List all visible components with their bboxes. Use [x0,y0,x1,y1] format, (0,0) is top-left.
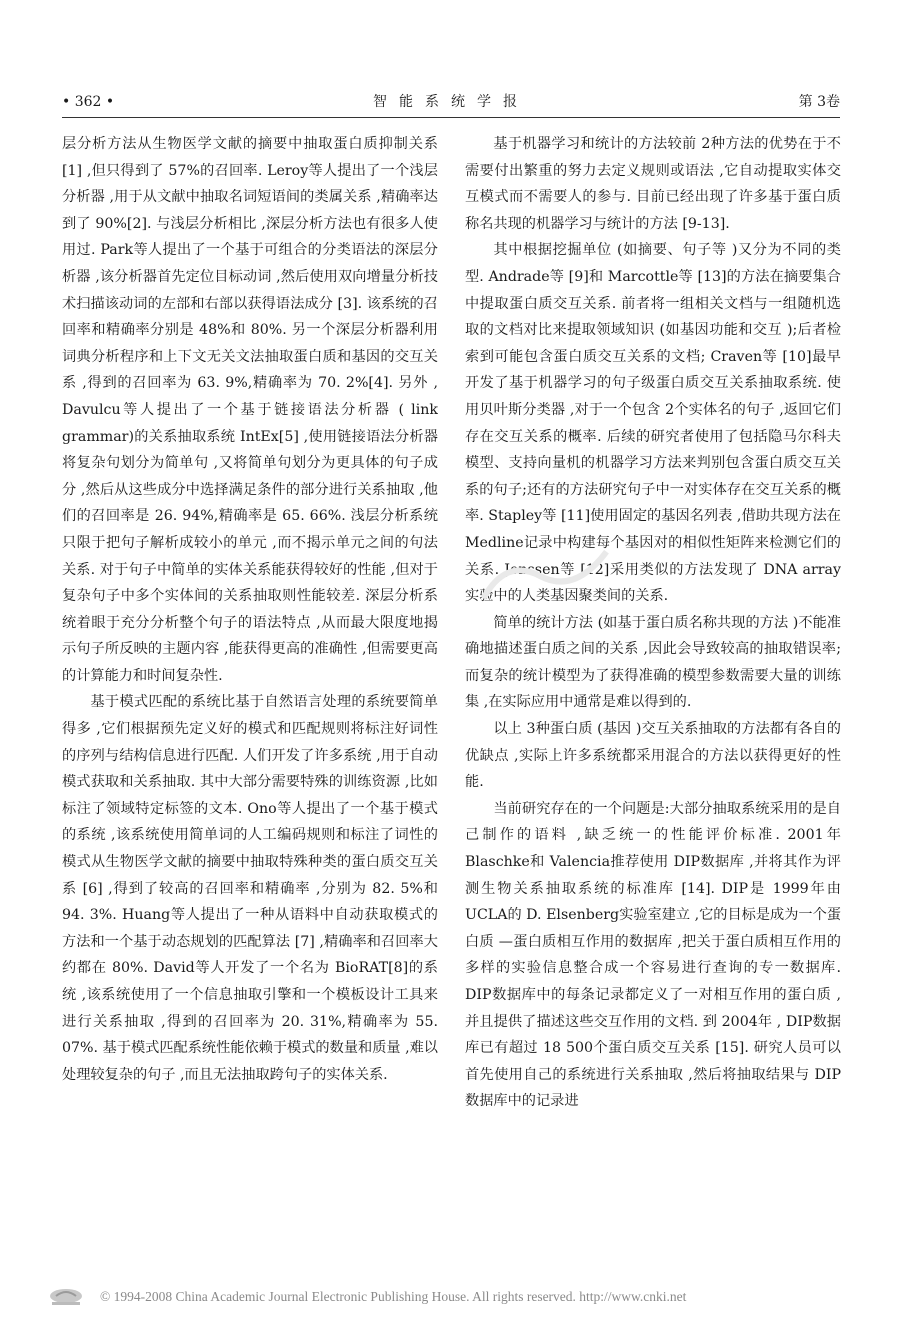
body-paragraph: 层分析方法从生物医学文献的摘要中抽取蛋白质抑制关系 [1] ,但只得到了 57%的召回率. Leroy等人提出了一个浅层分析器 ,用于从文献中抽取名词短语间的类属关系 ,精确率达到了 90%[2]. 与浅层分析相比 ,深层分析方法也有很多人使用过. Park等人提出了一个基于可组合的分类语法的深层分析器 ,该分析器首先定位目标动词 ,然后使用双向增量分析技术扫描该动词的左部和右部以获得语法成分 [3]. 该系统的召回率和精确率分别是 48%和 80%. 另一个深层分析器利用词典分析程序和上下文无关文法抽取蛋白质和基因的交互关系 ,得到的召回率为 63. 9%,精确率为 70. 2%[4]. 另外 , Davulcu等人提出了一个基于链接语法分析器 ( link grammar)的关系抽取系统 IntEx[5] ,使用链接语法分析器将复杂句划分为简单句 ,又将简单句划分为更具体的句子成分 ,然后从这些成分中选择满足条件的部分进行关系抽取 ,他们的召回率是 26. 94%,精确率是 65. 66%. 浅层分析系统只限于把句子解析成较小的单元 ,而不揭示单元之间的句法关系. 对于句子中简单的实体关系能获得较好的性能 ,但对于复杂句子中多个实体间的关系抽取则性能较差. 深层分析系统着眼于充分分析整个句子的语法特点 ,从而最大限度地揭示句子所反映的主题内容 ,能获得更高的准确性 ,但需要更高的计算能力和时间复杂性. [62,136,438,684]
page-number: • 362 • [62,94,115,110]
body-paragraph: 其中根据挖掘单位 (如摘要、句子等 )又分为不同的类型. Andrade等 [9]和 Marcottle等 [13]的方法在摘要集合中提取蛋白质交互关系. 前者将一组相关文档与一组随机选取的文档对比来提取领域知识 (如基因功能和交互 );后者检索到可能包含蛋白质交互关系的文档; Craven等 [10]最早开发了基于机器学习的句子级蛋白质交互关系抽取系统. 使用贝叶斯分类器 ,对于一个包含 2个实体名的句子 ,返回它们存在交互关系的概率. 后续的研究者使用了包括隐马尔科夫模型、支持向量机的机器学习方法来判别包含蛋白质交互关系的句子;还有的方法研究句子中一对实体存在交互关系的概率. Stapley等 [11]使用固定的基因名列表 ,借助共现方法在 Medline记录中构建每个基因对的相似性矩阵来检测它们的关系. Jenssen等 [12]采用类似的方法发现了 DNA array实验中的人类基因聚类间的关系. [465,242,841,605]
right-column [465,131,841,1273]
footer [48,1284,848,1310]
body-paragraph: 当前研究存在的一个问题是:大部分抽取系统采用的是自己制作的语料 ,缺乏统一的性能评价标准. 2001年 Blaschke和 Valencia推荐使用 DIP数据库 ,并将其作为评测生物关系抽取系统的标准库 [14]. DIP是 1999年由 UCLA的 D. Elsenberg实验室建立 ,它的目标是成为一个蛋白质 —蛋白质相互作用的数据库 ,把关于蛋白质相互作用的多样的实验信息整合成一个容易进行查询的专一数据库. DIP数据库中的每条记录都定义了一对相互作用的蛋白质 ,并且提供了描述这些交互作用的文档. 到 2004年 , DIP数据库已有超过 18 500个蛋白质交互关系 [15]. 研究人员可以首先使用自己的系统进行关系抽取 ,然后将抽取结果与 DIP数据库中的记录进 [465,800,841,1110]
left-column [62,131,438,1273]
publisher-logo-icon [48,1287,84,1307]
journal-title: 智能系统学报 [373,94,529,110]
body-paragraph: 简单的统计方法 (如基于蛋白质名称共现的方法 )不能准确地描述蛋白质之间的关系 ,因此会导致较高的抽取错误率;而复杂的统计模型为了获得准确的模型参数需要大量的训练集 ,在实际应用中通常是难以得到的. [465,614,841,711]
body-paragraph: 基于机器学习和统计的方法较前 2种方法的优势在于不需要付出繁重的努力去定义规则或语法 ,它自动提取实体交互模式而不需要人的参与. 目前已经出现了许多基于蛋白质称名共现的机器学习与统计的方法 [9-13]. [465,136,841,232]
header-rule [62,117,840,118]
copyright-notice: © 1994-2008 China Academic Journal Electronic Publishing House. All rights reserved. http://www.cnki.net [100,1289,687,1304]
volume-label: 第 3卷 [798,94,840,110]
body-paragraph: 以上 3种蛋白质 (基因 )交互关系抽取的方法都有各自的优缺点 ,实际上许多系统都采用混合的方法以获得更好的性能. [465,721,841,791]
body-paragraph: 基于模式匹配的系统比基于自然语言处理的系统要简单得多 ,它们根据预先定义好的模式和匹配规则将标注好词性的序列与结构信息进行匹配. 人们开发了许多系统 ,用于自动模式获取和关系抽取. 其中大部分需要特殊的训练资源 ,比如标注了领域特定标签的文本. Ono等人提出了一个基于模式的系统 ,该系统使用简单词的人工编码规则和标注了词性的模式从生物医学文献的摘要中抽取特殊种类的蛋白质交互关系 [6] ,得到了较高的召回率和精确率 ,分别为 82. 5%和 94. 3%. Huang等人提出了一种从语料中自动获取模式的方法和一个基于动态规划的匹配算法 [7] ,精确率和召回率大约都在 80%. David等人开发了一个名为 BioRAT[8]的系统 ,该系统使用了一个信息抽取引擎和一个模板设计工具来进行关系抽取 ,得到的召回率为 20. 31%,精确率为 55. 07%. 基于模式匹配系统性能依赖于模式的数量和质量 ,难以处理较复杂的句子 ,而且无法抽取跨句子的实体关系. [62,694,438,1083]
running-header [62,90,840,114]
